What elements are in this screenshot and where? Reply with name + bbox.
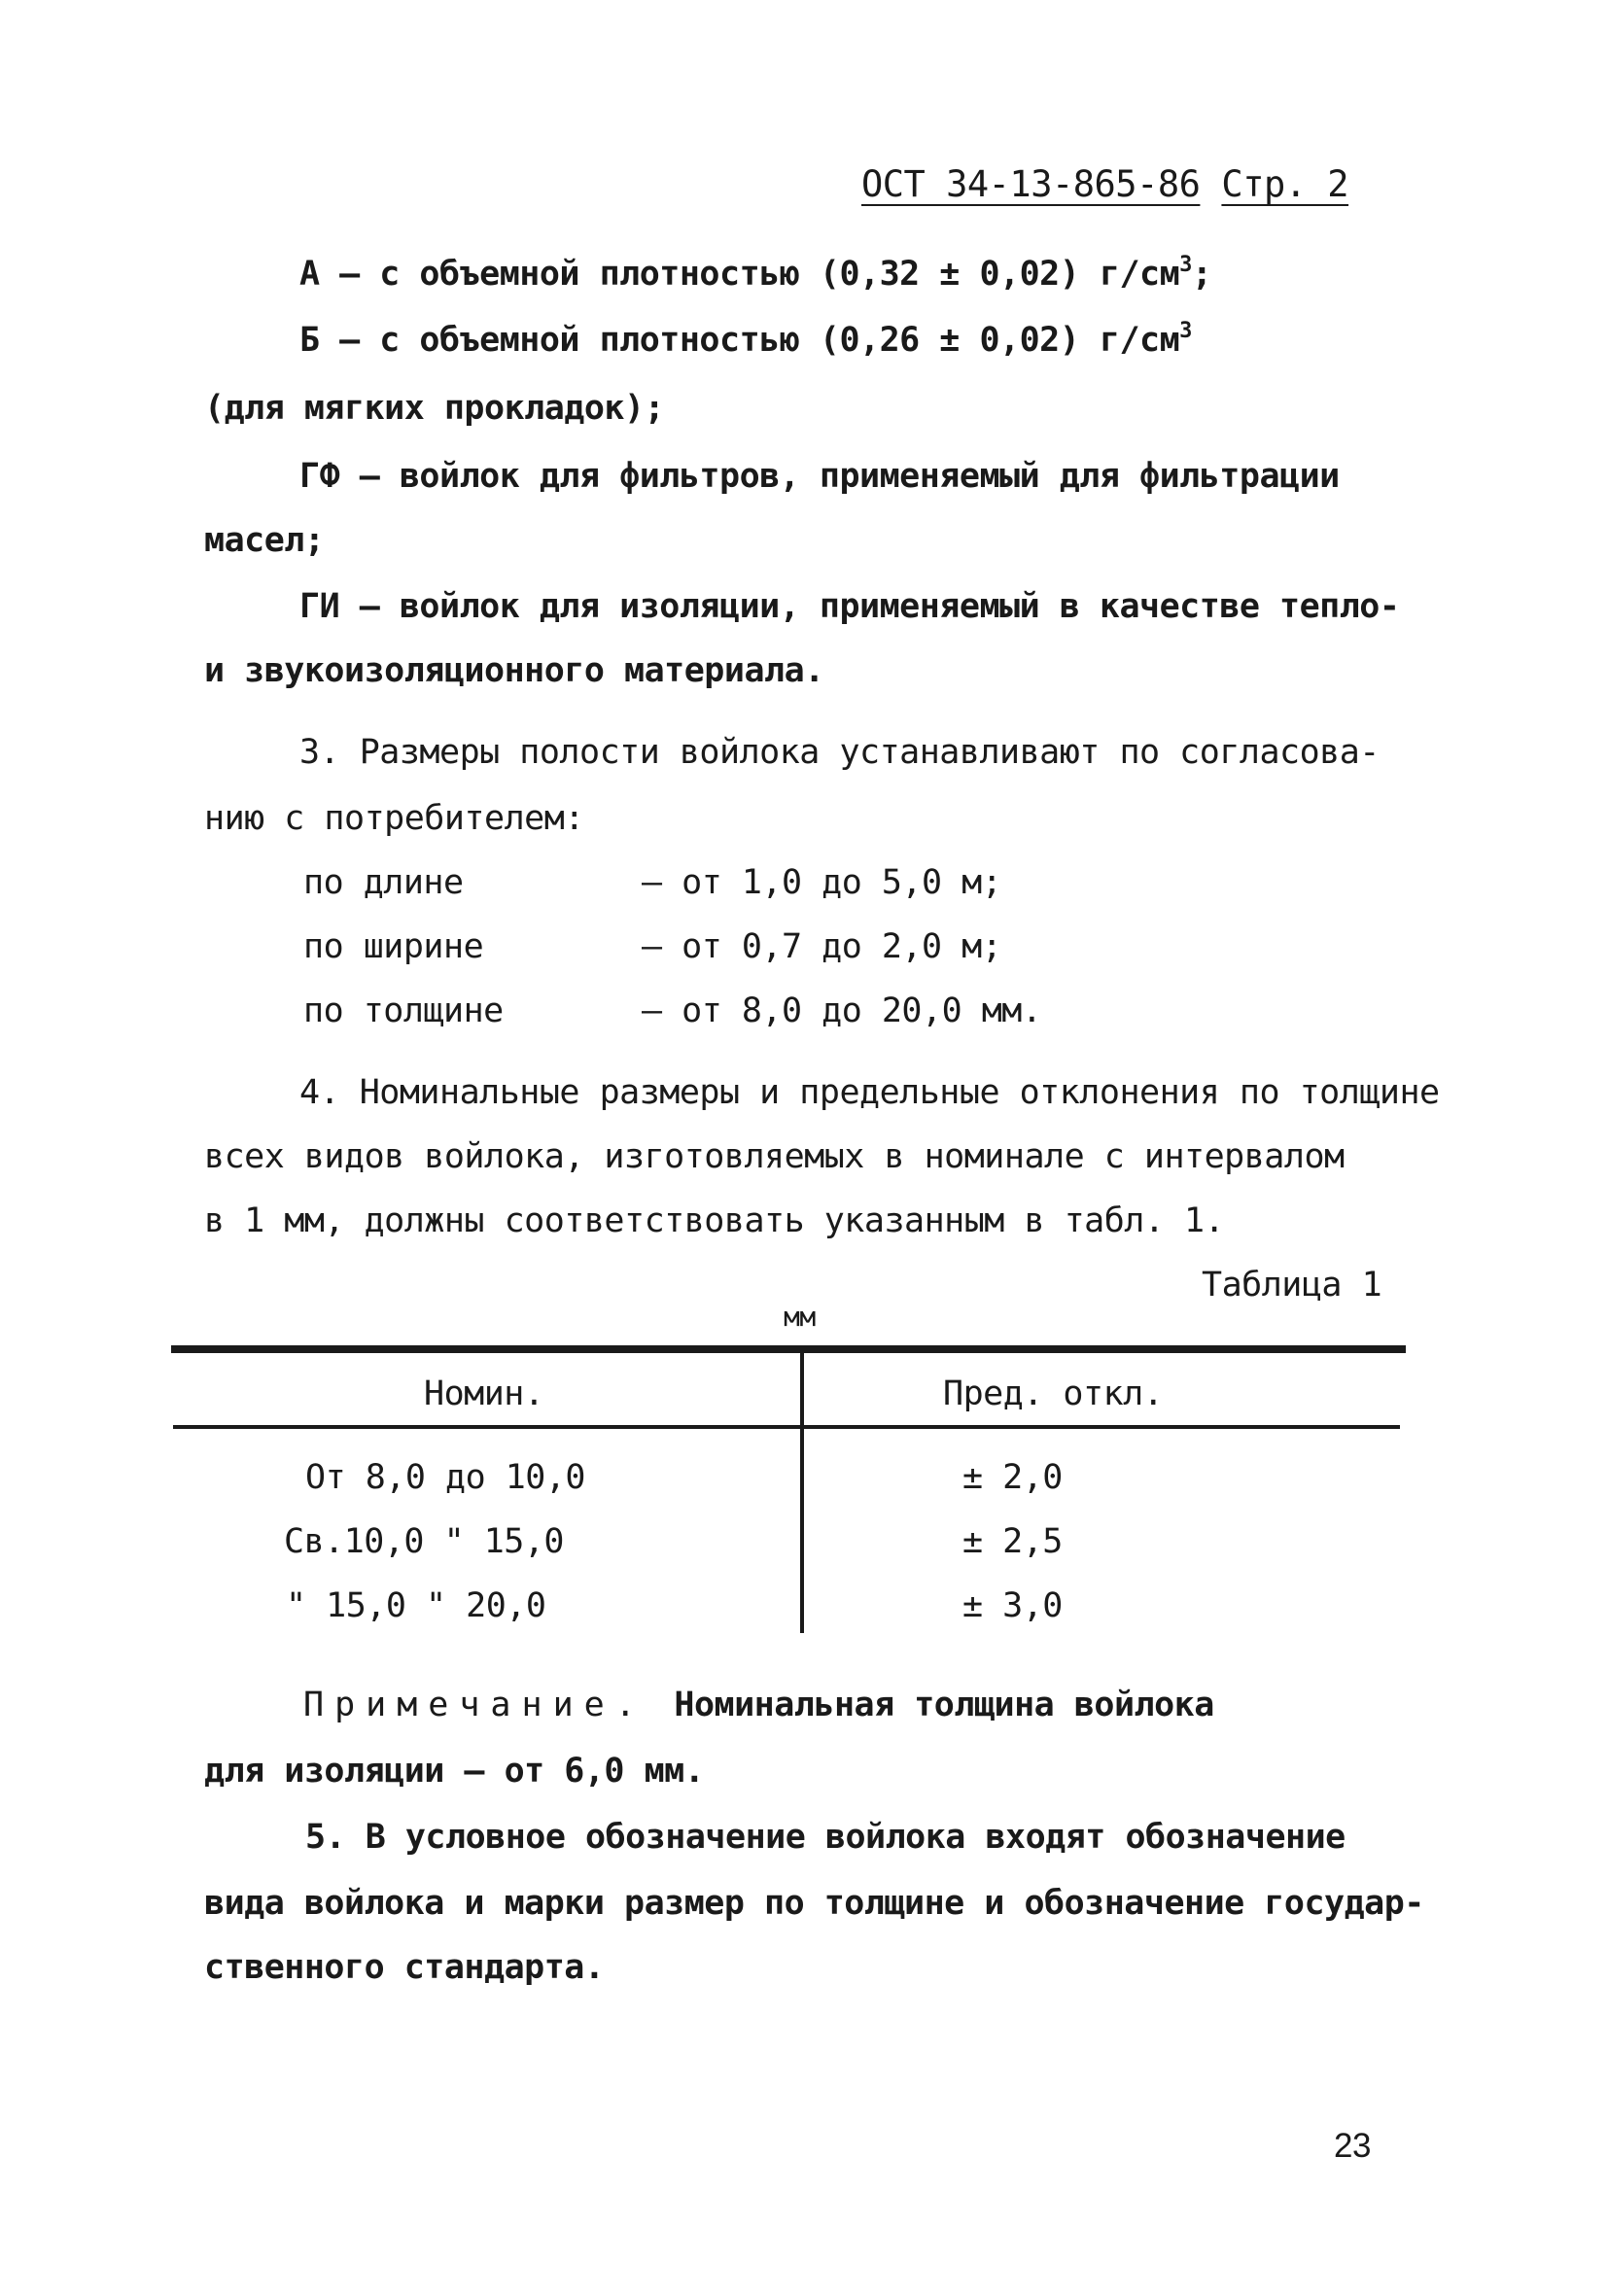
- table-row-2-deviation: ± 2,5: [962, 1522, 1063, 1561]
- table-row-2-nominal: Св.10,0 " 15,0: [284, 1522, 565, 1561]
- section3-line-2: нию с потребителем:: [204, 799, 584, 838]
- section3-line-1: 3. Размеры полости войлока устанавливают по согласова-: [299, 733, 1380, 772]
- dim-width-label: по ширине: [303, 927, 484, 966]
- section4-line-3: в 1 мм, должны соответствовать указанным в табл. 1.: [204, 1201, 1225, 1240]
- table-row-3-nominal: " 15,0 " 20,0: [286, 1586, 546, 1625]
- definition-b-text: Б – с объемной плотностью (0,26 ± 0,02) г/см: [299, 321, 1180, 360]
- note-line-1: [303, 1686, 1214, 1724]
- note-line-2: для изоляции – от 6,0 мм.: [204, 1752, 705, 1791]
- section5-line-2: вида войлока и марки размер по толщине и обозначение государ-: [204, 1884, 1424, 1923]
- table-unit: мм: [784, 1301, 816, 1333]
- table-header-rule: [173, 1425, 1400, 1429]
- dim-length-value: – от 1,0 до 5,0 м;: [642, 863, 1002, 902]
- gf-line-2: масел;: [204, 521, 325, 560]
- definition-b-sup: 3: [1179, 319, 1192, 343]
- definition-a-tail: ;: [1191, 255, 1212, 294]
- page-label: Стр. 2: [1221, 163, 1349, 205]
- note-text-1: Номинальная толщина войлока: [674, 1686, 1214, 1724]
- gi-line-2: и звукоизоляционного материала.: [204, 651, 824, 690]
- dim-width-value: – от 0,7 до 2,0 м;: [642, 927, 1002, 966]
- definition-a-sup: 3: [1179, 253, 1192, 277]
- section4-line-2: всех видов войлока, изготовляемых в номинале с интервалом: [204, 1137, 1345, 1176]
- gf-line-1: ГФ – войлок для фильтров, применяемый для фильтрации: [299, 457, 1340, 496]
- table-caption: Таблица 1: [1202, 1266, 1382, 1305]
- section4-line-1: 4. Номинальные размеры и предельные отклонения по толщине: [299, 1073, 1440, 1112]
- table-header-deviation: Пред. откл.: [943, 1374, 1164, 1413]
- definition-b: [299, 321, 1192, 360]
- table-row-1-deviation: ± 2,0: [962, 1458, 1063, 1497]
- definition-a-text: А – с объемной плотностью (0,32 ± 0,02) г/см: [299, 255, 1180, 294]
- table-header-nominal: Номин.: [424, 1374, 544, 1413]
- table-row-3-deviation: ± 3,0: [962, 1586, 1063, 1625]
- page-number: 23: [1334, 2127, 1371, 2165]
- dim-thickness-value: – от 8,0 до 20,0 мм.: [642, 991, 1042, 1030]
- dim-thickness-label: по толщине: [303, 991, 504, 1030]
- table-row-1-nominal: От 8,0 до 10,0: [305, 1458, 586, 1497]
- table-top-rule: [171, 1345, 1406, 1353]
- definition-a: [299, 255, 1212, 294]
- dim-length-label: по длине: [303, 863, 464, 902]
- section5-line-1: 5. В условное обозначение войлока входят обозначение: [305, 1818, 1346, 1857]
- doc-code: ОСТ 34-13-865-86: [861, 163, 1201, 205]
- table-column-divider: [800, 1351, 804, 1633]
- note-label: Примечание.: [303, 1686, 647, 1724]
- gi-line-1: ГИ – войлок для изоляции, применяемый в качестве тепло-: [299, 587, 1400, 626]
- soft-gaskets-line: (для мягких прокладок);: [204, 389, 665, 428]
- page-header: [861, 163, 1348, 205]
- section5-line-3: ственного стандарта.: [204, 1948, 605, 1987]
